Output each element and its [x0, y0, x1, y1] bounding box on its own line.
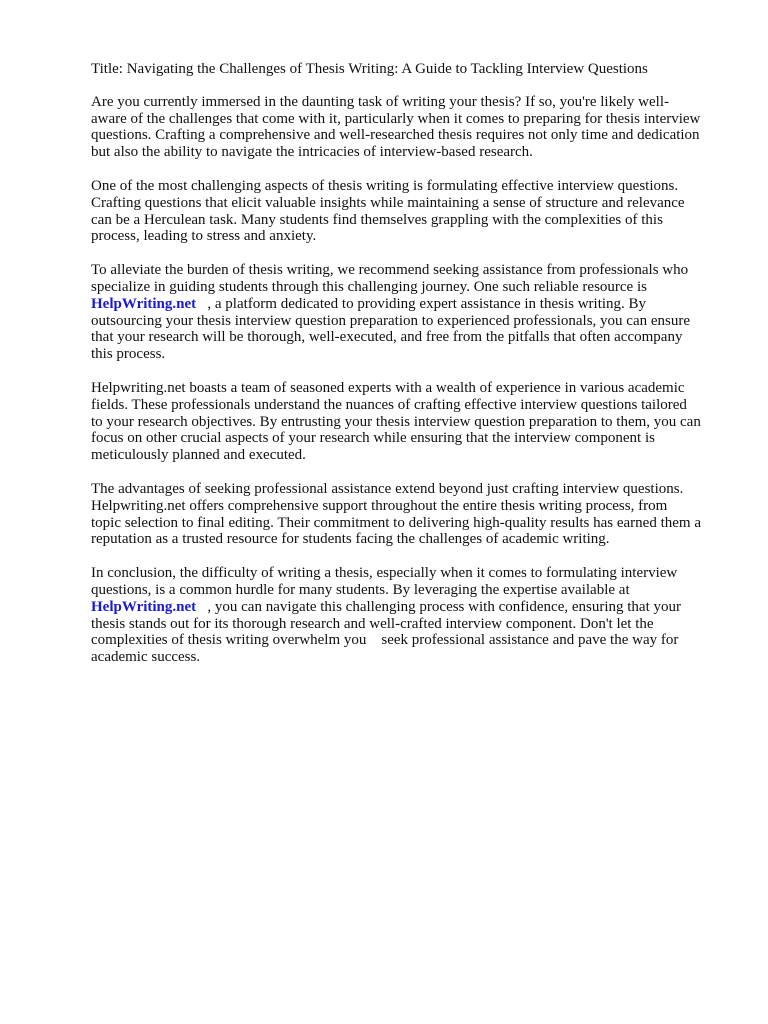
- paragraph-line: topic selection to final editing. Their commitment to delivering high-quality results has earned them a: [91, 514, 701, 531]
- paragraph-line: Helpwriting.net boasts a team of seasoned experts with a wealth of experience in various academic: [91, 379, 685, 396]
- paragraph-line: this process.: [91, 346, 166, 363]
- paragraph-line: fields. These professionals understand the nuances of crafting effective interview questions tailored: [91, 396, 687, 413]
- paragraph-line: specialize in guiding students through this challenging journey. One such reliable resource is: [91, 278, 647, 295]
- paragraph-line: In conclusion, the difficulty of writing a thesis, especially when it comes to formulating interview: [91, 565, 678, 582]
- paragraph-line: One of the most challenging aspects of thesis writing is formulating effective interview questions.: [91, 177, 679, 194]
- paragraph-line: Crafting questions that elicit valuable insights while maintaining a sense of structure and relevance: [91, 194, 685, 211]
- paragraph-line: that your research will be thorough, well-executed, and free from the pitfalls that often accompany: [91, 329, 683, 346]
- paragraph-line: to your research objectives. By entrusting your thesis interview question preparation to them, you can: [91, 413, 701, 430]
- paragraph-line: complexities of thesis writing overwhelm you seek professional assistance and pave the way for: [91, 632, 679, 649]
- paragraph-advantages: [91, 481, 731, 548]
- paragraph-intro: [91, 94, 731, 161]
- document-page: [91, 61, 731, 683]
- paragraph-line: questions. Crafting a comprehensive and well-researched thesis requires not only time and dedication: [91, 127, 700, 144]
- paragraph-line: To alleviate the burden of thesis writing, we recommend seeking assistance from professionals who: [91, 262, 689, 279]
- paragraph-line: thesis stands out for its thorough research and well-crafted interview component. Don't let the: [91, 615, 654, 632]
- paragraph-line: focus on other crucial aspects of your research while ensuring that the interview component is: [91, 430, 655, 447]
- paragraph-line: The advantages of seeking professional assistance extend beyond just crafting interview questions.: [91, 480, 684, 497]
- paragraph-line: can be a Herculean task. Many students find themselves grappling with the complexities of this: [91, 211, 663, 228]
- paragraph-line-with-link: [91, 599, 731, 616]
- paragraph-line-with-link: [91, 296, 731, 313]
- paragraph-line: Helpwriting.net offers comprehensive support throughout the entire thesis writing process, from: [91, 497, 668, 514]
- paragraph-line: academic success.: [91, 649, 201, 666]
- paragraph-line: meticulously planned and executed.: [91, 447, 306, 464]
- paragraph-challenges: [91, 178, 731, 245]
- paragraph-line: aware of the challenges that come with it, particularly when it comes to preparing for thesis interview: [91, 110, 701, 127]
- helpwriting-link[interactable]: HelpWriting.net: [91, 295, 197, 312]
- paragraph-conclusion: [91, 565, 731, 666]
- paragraph-experts: [91, 380, 731, 464]
- paragraph-line: outsourcing your thesis interview question preparation to experienced professionals, you can ensure: [91, 312, 690, 329]
- paragraph-line: Are you currently immersed in the daunting task of writing your thesis? If so, you're likely well-: [91, 93, 669, 110]
- paragraph-line: but also the ability to navigate the intricacies of interview-based research.: [91, 144, 533, 161]
- helpwriting-link[interactable]: HelpWriting.net: [91, 598, 197, 615]
- paragraph-line: questions, is a common hurdle for many students. By leveraging the expertise available at: [91, 581, 630, 598]
- link-trailing-text: , you can navigate this challenging process with confidence, ensuring that your: [196, 598, 682, 615]
- link-trailing-text: , a platform dedicated to providing expert assistance in thesis writing. By: [196, 295, 647, 312]
- paragraph-line: process, leading to stress and anxiety.: [91, 228, 317, 245]
- paragraph-line: reputation as a trusted resource for students facing the challenges of academic writing.: [91, 531, 610, 548]
- document-title: Title: Navigating the Challenges of Thesis Writing: A Guide to Tackling Interview Questions: [91, 61, 648, 77]
- paragraph-recommendation: [91, 262, 731, 363]
